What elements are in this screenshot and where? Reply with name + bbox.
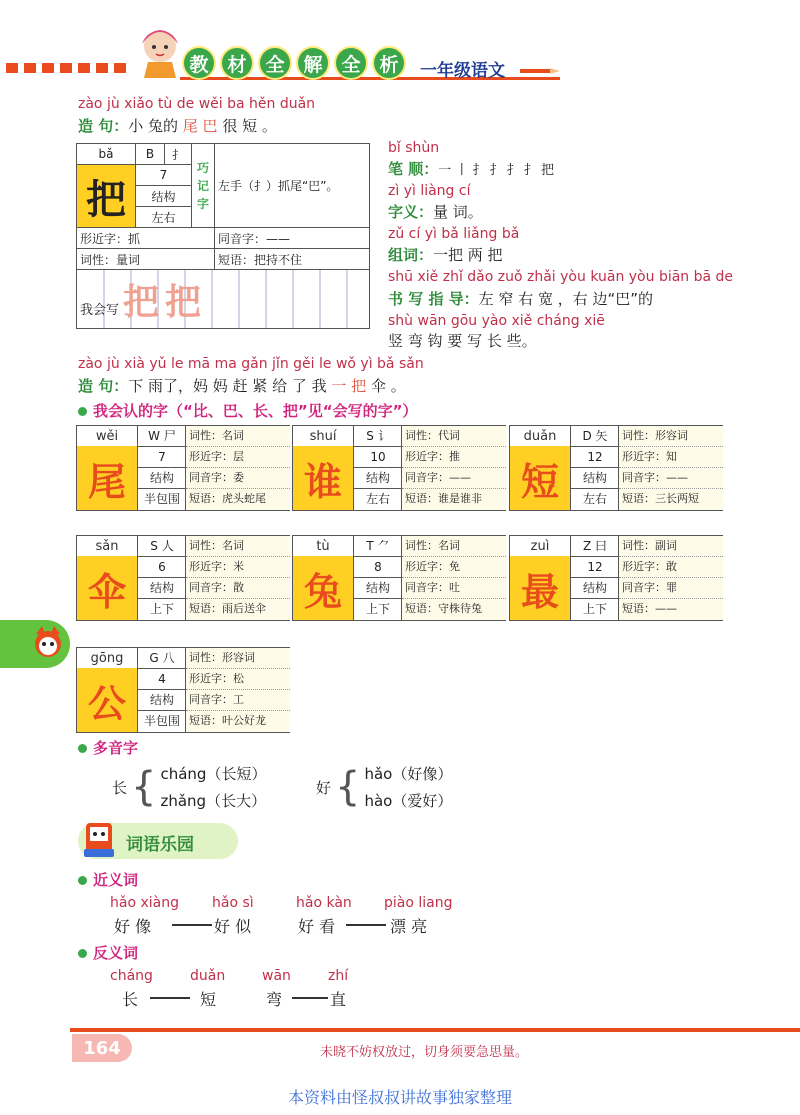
card-meta [137,648,186,732]
writing-guide2-row: 竖 弯 钩 要 写 长 些。 [388,332,537,350]
card-pos: 词性：形容词 [186,648,290,669]
polyphone-chang: 长 { cháng（长短） zhǎng（长大） [112,764,267,810]
card-struct-label: 结构 [354,578,402,599]
card-pinyin: shuí [293,426,353,447]
char-card [509,535,723,621]
card-homophone: 同音字：委 [186,468,290,489]
synonyms-pinyin-2: hǎo sì [212,895,254,911]
synonyms-pinyin-4: piào liang [384,895,453,911]
card-initial-radical: Z 曰 [571,536,619,557]
card-struct-label: 结构 [571,468,619,489]
title-char: 教 [182,46,216,80]
card-meta [137,426,186,510]
footer-line [70,1028,800,1032]
card-structure: 半包围 [143,714,180,728]
ziyi-row: 字义：量 词。 [388,203,483,221]
title-char: 解 [296,46,330,80]
recognize-section-title: 我会认的字（“比、巴、长、把”见“会写的字”） [78,400,417,421]
credit-text: 本资料由怪叔叔讲故事独家整理 [287,1088,512,1107]
card-similar: 形近字：层 [186,447,290,468]
card-initial-radical: G 八 [138,648,186,669]
card-homophone: 同音字：散 [186,578,290,599]
card-strokes: 10 [354,447,402,468]
zuci-pinyin: zǔ cí yì bǎ liǎng bǎ [388,226,520,242]
card-homophone: 同音字：—— [619,468,723,489]
card-struct-label: 结构 [571,578,619,599]
card-homophone: 同音字：工 [186,690,290,711]
sentence1-label: 造 句： [78,117,129,135]
card-structure: 半包围 [143,492,180,506]
card-meta [353,536,402,620]
char-card [76,425,290,511]
card-homophone: 同音字：—— [402,468,506,489]
antonyms-pinyin-4: zhí [328,968,349,984]
card-similar: 形近字：推 [402,447,506,468]
card-glyph: 短 [510,446,570,510]
card-homophone: 同音字：罪 [619,578,723,599]
card-details [401,426,506,510]
antonyms-title: 反义词 [78,942,138,963]
main-char-similar: 形近字：抓 [77,228,215,249]
card-struct-label: 结构 [354,468,402,489]
card-initial-radical: W 尸 [138,426,186,447]
sentence2: 造 句：下 雨了，妈 妈 赶 紧 给 了 我 一 把 伞 。 [78,377,406,395]
card-initial-radical: T ⺈ [354,536,402,557]
polyphone-hao: 好 { hǎo（好像） hào（爱好） [316,764,453,810]
synonyms-pinyin-1: hǎo xiàng [110,895,179,911]
card-pinyin: wěi [77,426,137,447]
main-char-phrase: 短语：把持不住 [215,249,370,270]
char-card [76,647,290,733]
main-char-initial: B [136,144,165,165]
card-struct-label: 结构 [138,468,186,489]
subject-label: 一年级语文 [420,61,505,81]
main-char-homophone: 同音字：—— [215,228,370,249]
title-char: 材 [220,46,254,80]
title-char: 析 [372,46,406,80]
write-label: 我会写 [80,302,120,318]
card-pos: 词性：名词 [186,536,290,557]
card-meta [353,426,402,510]
card-initial-radical: D 矢 [571,426,619,447]
card-details [185,426,290,510]
card-structure: 上下 [365,602,390,616]
card-strokes: 12 [571,557,619,578]
antonyms-pinyin-1: cháng [110,968,153,984]
card-strokes: 8 [354,557,402,578]
card-pinyin: tù [293,536,353,557]
girl-mascot-icon [130,20,190,80]
card-homophone: 同音字：吐 [402,578,506,599]
char-card [292,535,506,621]
char-card [76,535,290,621]
card-initial-radical: S 人 [138,536,186,557]
side-tab [0,620,70,668]
ziyi-pinyin: zì yì liàng cí [388,183,471,199]
card-phrase: 短语：虎头蛇尾 [189,492,266,505]
char-card [292,425,506,511]
card-strokes: 4 [138,669,186,690]
card-pos: 词性：形容词 [619,426,723,447]
card-glyph: 伞 [77,556,137,620]
card-structure: 上下 [149,602,174,616]
card-pinyin: zuì [510,536,570,557]
writing-guide2-pinyin: shù wān gōu yào xiě cháng xiē [388,313,605,329]
card-pos: 词性：名词 [186,426,290,447]
card-pos: 词性：名词 [402,536,506,557]
card-pinyin: duǎn [510,426,570,447]
card-struct-label: 结构 [138,690,186,711]
main-char-strokes: 7 [136,165,192,186]
writing-guide-row: 书 写 指 导：左 窄 右 宽 ，右 边“巴”的 [388,290,654,308]
card-initial-radical: S 讠 [354,426,402,447]
word-park-banner: 词语乐园 [78,823,238,859]
card-meta [137,536,186,620]
writing-guide-pinyin: shū xiě zhǐ dǎo zuǒ zhǎi yòu kuān yòu biān bā de [388,269,734,285]
card-details [401,536,506,620]
main-char-struct-label: 结构 [136,186,192,207]
card-glyph: 最 [510,556,570,620]
card-similar: 形近字：松 [186,669,290,690]
card-details [618,536,723,620]
synonym-dash-1 [172,924,212,926]
card-glyph: 谁 [293,446,353,510]
cat-mascot-icon [32,626,64,662]
antonyms-pinyin-3: wān [262,968,291,984]
card-phrase: 短语：谁是谁非 [405,492,482,505]
page-number: 164 [72,1034,132,1062]
card-similar: 形近字：免 [402,557,506,578]
card-phrase: 短语：雨后送伞 [189,602,266,615]
card-phrase: 短语：三长两短 [622,492,699,505]
card-strokes: 6 [138,557,186,578]
main-char-card [76,143,370,329]
main-char-glyph: 把 [77,165,136,228]
pencil-icon [520,66,560,76]
polyphone-title: 多音字 [78,737,138,758]
card-glyph: 兔 [293,556,353,620]
synonym-word-1: 好 像 [114,917,152,936]
card-strokes: 7 [138,447,186,468]
sentence1-highlight: 尾 巴 [182,117,218,135]
card-structure: 左右 [365,492,390,506]
main-char-pos: 词性：量词 [77,249,215,270]
antonym-word-1: 长 [122,990,139,1009]
card-phrase: 短语：—— [622,602,677,615]
synonym-dash-2 [346,924,386,926]
synonym-word-3: 好 看 [298,917,336,936]
card-details [185,536,290,620]
card-similar: 形近字：知 [619,447,723,468]
antonym-word-2: 短 [200,990,217,1009]
sentence1-post: 很 短 。 [217,117,277,135]
writing-practice [77,270,370,329]
card-details [618,426,723,510]
card-similar: 形近字：敢 [619,557,723,578]
card-strokes: 12 [571,447,619,468]
title-char: 全 [258,46,292,80]
book-mascot-icon [80,819,120,861]
char-card [509,425,723,511]
card-similar: 形近字：米 [186,557,290,578]
synonyms-pinyin-3: hǎo kàn [296,895,352,911]
card-phrase: 短语：叶公好龙 [189,714,266,727]
antonyms-pinyin-2: duǎn [190,968,226,984]
antonym-dash-1 [150,997,190,999]
card-glyph: 公 [77,668,137,732]
antonym-word-4: 直 [330,990,347,1009]
footer-proverb: 未晓不妨权放过，切身须要急思量。 [320,1045,529,1060]
antonym-word-3: 弯 [266,990,283,1009]
card-pinyin: gōng [77,648,137,669]
card-pinyin: sǎn [77,536,137,557]
card-meta [570,426,619,510]
synonym-word-2: 好 似 [214,917,252,936]
memory-tip-label: 巧 记 字 [192,144,215,228]
antonym-dash-2 [292,997,328,999]
sentence1-pinyin: zào jù xiǎo tù de wěi ba hěn duǎn [78,96,316,112]
main-char-structure: 左右 [136,207,192,228]
card-pos: 词性：代词 [402,426,506,447]
sentence1-pre: 小 兔的 [128,117,183,135]
card-pos: 词性：副词 [619,536,723,557]
title-char: 全 [334,46,368,80]
main-char-pinyin: bǎ [77,144,136,165]
synonym-word-4: 漂 亮 [390,917,428,936]
main-char-radical: 扌 [165,144,192,165]
zuci-row: 组词：一把 两 把 [388,246,503,264]
card-structure: 左右 [582,492,607,506]
synonyms-title: 近义词 [78,869,138,890]
sentence2-pinyin: zào jù xià yǔ le mā ma gǎn jǐn gěi le wǒ yì bǎ sǎn [78,356,424,372]
bishun-row: 笔 顺：一 丨 扌 扌 扌 扌 把 [388,160,555,178]
card-structure: 上下 [582,602,607,616]
card-struct-label: 结构 [138,578,186,599]
bishun-pinyin: bǐ shùn [388,140,440,156]
card-details [185,648,290,732]
sentence1 [78,115,277,136]
card-glyph: 尾 [77,446,137,510]
write-sample: 把把 [122,281,207,323]
book-title [182,46,406,80]
memory-tip-text: 左手（扌）抓尾“巴”。 [215,144,370,228]
card-meta [570,536,619,620]
card-phrase: 短语：守株待兔 [405,602,482,615]
